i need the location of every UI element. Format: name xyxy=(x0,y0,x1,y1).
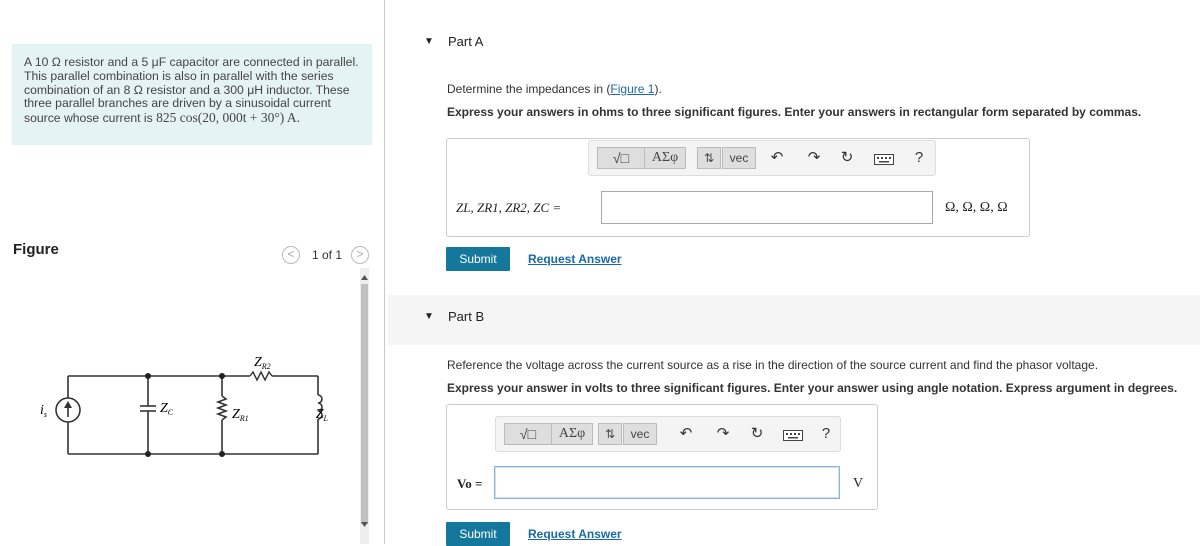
templates-button[interactable]: √□ xyxy=(504,423,552,445)
problem-line xyxy=(24,111,360,126)
part-a-answer-input[interactable] xyxy=(601,191,933,224)
part-b-units: V xyxy=(853,476,864,491)
part-b-prompt: Reference the voltage across the current source as a rise in the direction of the source current and find the phasor voltage. xyxy=(447,358,1099,372)
undo-icon[interactable]: ↶ xyxy=(679,425,693,442)
part-a-collapse-icon[interactable]: ▼ xyxy=(424,36,434,47)
figure-heading: Figure xyxy=(13,241,59,258)
templates-button[interactable]: √□ xyxy=(597,147,645,169)
undo-icon[interactable]: ↶ xyxy=(770,149,784,166)
part-b-math-toolbar xyxy=(495,416,841,452)
part-a-math-toolbar xyxy=(588,140,936,176)
part-a-input-label: ZL, ZR1, ZR2, ZC = xyxy=(456,200,562,215)
problem-line: A 10 Ω resistor and a 5 μF capacitor are connected in parallel. xyxy=(24,55,359,69)
problem-line: three parallel branches are driven by a sinusoidal current xyxy=(24,96,331,111)
part-b-header xyxy=(388,295,1200,345)
scroll-up-icon[interactable] xyxy=(360,274,369,282)
problem-line: This parallel combination is also in parallel with the series xyxy=(24,68,334,83)
reset-icon[interactable]: ↻ xyxy=(750,425,764,442)
part-b-answer-input[interactable] xyxy=(494,466,840,499)
scroll-down-icon[interactable] xyxy=(360,520,369,528)
part-b-title[interactable]: Part B xyxy=(448,309,485,324)
reset-icon[interactable]: ↻ xyxy=(840,149,854,166)
greek-button[interactable]: ΑΣφ xyxy=(644,147,686,169)
greek-button[interactable]: ΑΣφ xyxy=(551,423,593,445)
keyboard-icon[interactable] xyxy=(874,154,894,165)
problem-line-prefix: source whose current is xyxy=(24,111,157,126)
source-current-expression: 825 cos(20, 000t + 30°) A. xyxy=(156,110,300,126)
redo-icon[interactable]: ↷ xyxy=(716,425,730,442)
part-a-request-answer-link[interactable]: Request Answer xyxy=(528,252,622,266)
part-b-submit-button[interactable]: Submit xyxy=(446,522,510,546)
zc-label: $Z_C$ xyxy=(160,401,174,417)
zr1-label: $Z_{R1}$ xyxy=(232,407,249,423)
help-icon[interactable]: ? xyxy=(821,425,831,442)
part-a-submit-button[interactable]: Submit xyxy=(446,247,510,271)
arrows-button[interactable]: ⇅ xyxy=(598,423,622,445)
help-icon[interactable]: ? xyxy=(914,149,924,166)
figure-link[interactable]: Figure 1 xyxy=(610,82,655,96)
circuit-diagram xyxy=(0,340,330,480)
redo-icon[interactable]: ↷ xyxy=(807,149,821,166)
source-label: $i_s$ xyxy=(40,403,48,419)
prev-figure-button[interactable]: < xyxy=(282,246,300,264)
part-b-input-label: Vo = xyxy=(457,476,483,491)
part-a-title[interactable]: Part A xyxy=(448,34,484,49)
keyboard-icon[interactable] xyxy=(783,430,803,441)
pane-divider xyxy=(384,0,385,544)
figure-scrollbar-thumb[interactable] xyxy=(361,284,368,524)
problem-line: combination of an 8 Ω resistor and a 300 μH inductor. These xyxy=(24,82,350,97)
figure-pager: 1 of 1 xyxy=(312,248,343,262)
part-b-instruction: Express your answer in volts to three significant figures. Enter your answer using angle notation. Express argument in degrees. xyxy=(447,381,1178,395)
vec-button[interactable]: vec xyxy=(623,423,657,445)
next-figure-button[interactable]: > xyxy=(351,246,369,264)
arrows-button[interactable]: ⇅ xyxy=(697,147,721,169)
part-a-instruction: Express your answers in ohms to three significant figures. Enter your answers in rectangular form separated by commas. xyxy=(447,105,1142,119)
problem-statement xyxy=(12,44,372,145)
zl-label: $Z_L$ xyxy=(315,407,328,423)
part-a-prompt: Determine the impedances in (Figure 1). xyxy=(447,82,662,96)
part-b-collapse-icon[interactable]: ▼ xyxy=(424,311,434,322)
part-b-request-answer-link[interactable]: Request Answer xyxy=(528,527,622,541)
vec-button[interactable]: vec xyxy=(722,147,756,169)
zr2-label: $Z_{R2}$ xyxy=(254,355,271,371)
part-a-units: Ω, Ω, Ω, Ω xyxy=(945,200,1008,215)
